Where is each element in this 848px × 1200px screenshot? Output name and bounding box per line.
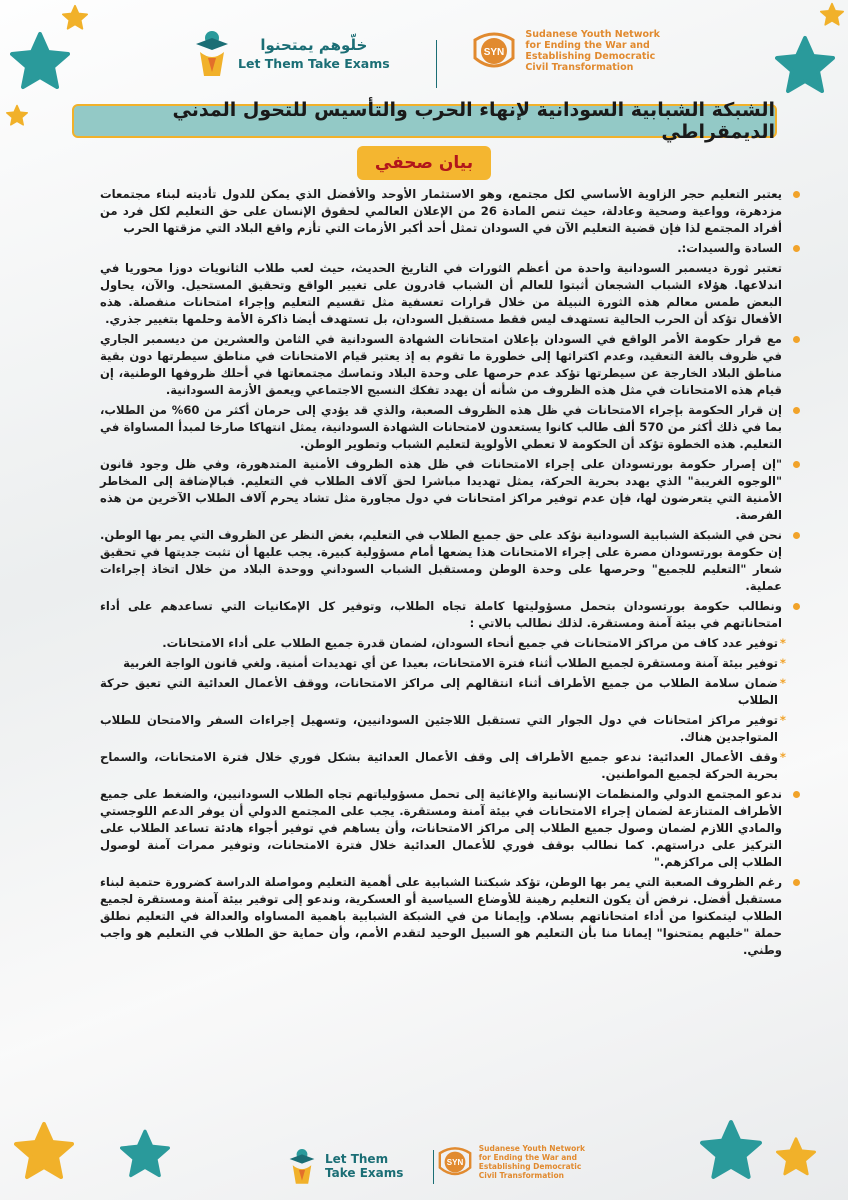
graduate-icon [190,28,234,78]
paragraph [100,402,800,453]
demand-text: توفير عدد كاف من مراكز الامتحانات في جميع أنحاء السودان، لضمان قدرة جميع الطلاب على أداء الامتحانات. [162,636,778,650]
paragraph [100,240,800,257]
paragraph-text: ندعو المجتمع الدولي والمنظمات الإنسانية والإغاثية إلى تحمل مسؤولياتهم تجاه الطلاب السودانيين، والضغط على جميع الأطراف المتنازعة لضمان إجراء الامتحانات في بيئة آمنة ومستقرة. يجب على المجتمع الدولي أن يوفر الدعم اللوجستي والمادي اللازم لضمان وصول جميع الطلاب إلى مراكز الامتحانات، وأن يساهم في توفير أجواء هادئة تساعد الطلاب على التركيز على دراستهم. كما نطالب بوقف فوري للأعمال العدائية خلال فترة الامتحانات، وتوفير ممرات آمنة لوصول الطلاب إلى مراكزهم." [100,787,782,869]
statement-body [100,186,800,962]
ltte-arabic-name: خلّوهم يمتحنوا [260,35,368,54]
paragraph-text: ونطالب حكومة بورتسودان بتحمل مسؤوليتها كاملة تجاه الطلاب، وتوفير كل الإمكانيات التي تساعدهم على أداء امتحاناتهم في بيئة آمنة ومستقرة. لذلك نطالب بالاتي : [100,599,782,630]
star-icon [776,1136,816,1176]
syn-name [525,29,660,73]
syn-footer-line: Sudanese Youth Network [478,1144,585,1153]
asterisk-icon: * [779,713,786,727]
syn-footer-line: Civil Transformation [478,1171,564,1180]
logo-divider [436,40,437,88]
paragraph-text: يعتبر التعليم حجر الزاوية الأساسي لكل مجتمع، وهو الاستثمار الأوحد والأفضل الذي يمكن للدول تأديته لبناء مجتمعات مزدهرة، وواعية وصحية وعادلة، حيث تنص المادة 26 من الإعلان العالمي لحقوق الإنسان على حق التعليم لكل فرد من أفراد المجتمع لذا فإن قضية التعليم الآن في السودان تمثل أحد أكبر الأزمات التي تأزم واقع البلاد التي مزقتها الحرب [100,187,783,235]
paragraph-text: تعتبر ثورة ديسمبر السودانية واحدة من أعظم الثورات في التاريخ الحديث، حيث لعب طلاب الثانويات دوزا محوريا في اندلاعها. هؤلاء الشباب الشجعان أثبتوا للعالم أن الشباب قادرون على تغيير الواقع وتحقيق المستحيل. والآن، يحاول البعض طمس معالم هذه الثورة النبيلة من خلال قرارات تعسفية مثل تقسيم التعليم وإجراء امتحانات منفصلة. هذه الأفعال تؤكد أن الحرب الحالية تستهدف ليس فقط مستقبل السودان، بل تستهدف أيضا ذاكرة الأمة وحلمها بتغيير جذري. [100,261,782,326]
bullet-icon [793,791,800,798]
syn-logo [469,26,660,76]
star-icon [14,1120,74,1180]
asterisk-icon: * [779,676,786,690]
bullet-icon [793,407,800,414]
svg-text:SYN: SYN [484,47,505,58]
paragraph [100,186,800,237]
paragraph [100,456,800,524]
paragraph-text: رغم الظروف الصعبة التي يمر بها الوطن، تؤكد شبكتنا الشبابية على أهمية التعليم ومواصلة الدراسة كضرورة حتمية لبناء مستقبل أفضل. نرفض أن يكون التعليم رهينة للأوضاع السياسية أو العسكرية، وندعو إلى توفير بيئة آمنة ومستقرة لجميع الطلاب ليتمكنوا من أداء امتحاناتهم بسلام. وإيمانا من في الشبكة الشبابية باهمية المساواه والعدالة في التعليم نطلق حملة "خليهم يمتحنوا" إيمانا منا بأن التعليم هو السبيل الوحيد لتقدم الأمم، وأن حماية حق الطلاب في التعليم هو واجب وطني. [100,875,782,957]
syn-logo-footer [435,1142,585,1182]
demand-text: وقف الأعمال العدائية: ندعو جميع الأطراف إلى وقف الأعمال العدائية بشكل فوري خلال فترة الامتحانات، والسماح بحرية الحركة لجميع المواطنين. [100,750,778,781]
star-icon [6,104,28,126]
graduate-icon [285,1146,319,1186]
syn-footer-line: for Ending the War and [478,1153,577,1162]
paragraph-text: إن قرار الحكومة بإجراء الامتحانات في ظل هذه الظروف الصعبة، والذي قد يؤدي إلى حرمان أكثر من 60% من الطلاب، بما في ذلك أكثر من 570 ألف طالب كانوا يستعدون لامتحانات الشهادة السودانية، يمثل انتهاكا صارخا لمبدأ المساواة في التعليم. هذه الخطوة تؤكد أن الحكومة لا تعطي الأولوية لتعليم الشباب وتطوير الوطن. [100,403,783,451]
star-icon [775,34,835,94]
ltte-logo-footer [285,1146,403,1186]
demand-text: توفير مراكز امتحانات في دول الجوار التي تستقبل اللاجئين السودانيين، وتسهيل إجراءات السفر والامتحان للطلاب المتواجدين هناك. [100,713,778,744]
paragraph [100,874,800,959]
bullet-icon [793,245,800,252]
header-logos [190,18,660,90]
demand-item [100,635,800,652]
bullet-icon [793,191,800,198]
syn-line: for Ending the War and [525,40,650,51]
paragraph [100,331,800,399]
syn-badge-icon [435,1142,475,1182]
demand-item [100,749,800,783]
ltte-english-name: Let Them Take Exams [238,55,390,71]
asterisk-icon: * [779,750,786,764]
bullet-icon [793,532,800,539]
paragraph [100,786,800,871]
paragraph-text: مع قرار حكومة الأمر الواقع في السودان بإعلان امتحانات الشهادة السودانية في الثامن والعشرين من ديسمبر الجاري في ظروف بالغة التعقيد، وعدم اكتراثها إلى خطورة ما تقوم به إذ يعتبر قيام الامتحانات في مناطق سيطرتها دون بقية مناطق البلاد الخارجة عن سيطرتها تؤكد عدم حرصها على وحدة البلاد وتماسك مجتمعاتها في أحلك ظروفها الوطنية، إن قيام هذه الامتحانات في مثل هذه الظروف من شأنه أن يهدد تفكك النسيج الاجتماعي ويعمق الأزمة السودانية. [100,332,782,397]
demand-item [100,655,800,672]
paragraph-text: نحن في الشبكة الشبابية السودانية نؤكد على حق جميع الطلاب في التعليم، بغض النظر عن الظروف التي يمر بها الوطن. إن حكومة بورتسودان مصرة على إجراء الامتحانات هذا يضعها أمام مسؤولية كبيرة. يجب عليها أن تثبت جديتها في تحقيق شعار "التعليم للجميع" وحرصها على وحدة الوطن ومستقبل الشباب السوداني ووحدة البلاد من خلال اتخاذ إجراءات عملية. [100,528,782,593]
asterisk-icon: * [779,636,786,650]
paragraph [100,260,800,328]
star-icon [700,1118,762,1180]
bullet-icon [793,879,800,886]
syn-line: Establishing Democratic [525,51,656,62]
syn-line: Civil Transformation [525,62,634,73]
ltte-logo [190,28,390,78]
syn-line: Sudanese Youth Network [525,29,660,40]
star-icon [10,30,70,90]
paragraph [100,598,800,632]
paragraph [100,527,800,595]
paragraph-text: "إن إصرار حكومة بورتسودان على إجراء الامتحانات في ظل هذه الظروف الأمنية المتدهورة، وفي ظل وجود قانون "الوجوه الغريبة" الذي يهدد بحرية الحركة، يمثل تهديدا مباشرا لحق آلاف الطلاب في التعليم. فبالإضافة إلى المخاطر الأمنية التي يتعرضون لها، فإن عدم توفير مراكز امتحانات في دول مجاورة مثل تشاد يحرم آلاف الطلاب الآخرين من هذه الفرصة. [100,457,782,522]
star-icon [120,1128,170,1178]
document-title: الشبكة الشبابية السودانية لإنهاء الحرب والتأسيس للتحول المدني الديمقراطي [72,104,777,138]
bullet-icon [793,336,800,343]
asterisk-icon: * [779,656,786,670]
press-release-label: بيان صحفي [357,146,491,180]
demand-item [100,675,800,709]
paragraph-text: السادة والسيدات:. [677,241,782,255]
ltte-footer-line: Let Them [325,1152,389,1166]
demand-text: ضمان سلامة الطلاب من جميع الأطراف أثناء انتقالهم إلى مراكز الامتحانات، ووقف الأعمال العدائية التي تعيق حركة الطلاب [100,676,778,707]
star-icon [820,2,844,26]
ltte-footer-line: Take Exams [325,1166,404,1180]
bullet-icon [793,461,800,468]
star-icon [62,4,88,30]
demand-text: توفير بيئة آمنة ومستقرة لجميع الطلاب أثناء فترة الامتحانات، بعيدا عن أي تهديدات أمنية. ولغي قانون الواجة الغربية [123,656,778,670]
syn-footer-line: Establishing Democratic [478,1162,582,1171]
demand-item [100,712,800,746]
footer-logos [285,1142,585,1192]
syn-badge-icon [469,26,519,76]
bullet-icon [793,603,800,610]
svg-text:SYN: SYN [446,1158,463,1168]
